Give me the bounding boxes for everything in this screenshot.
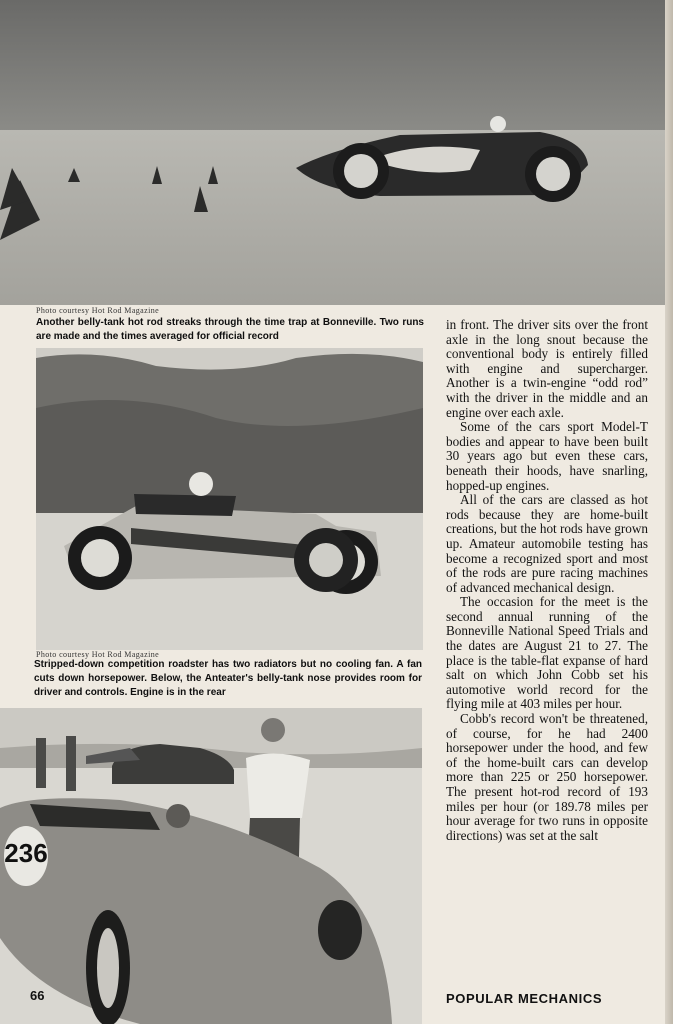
magazine-name: POPULAR MECHANICS xyxy=(446,991,603,1006)
article-column xyxy=(446,318,648,843)
article-paragraph: Some of the cars sport Model-T bodies and appear to have been built 30 years ago but even these cars, beneath their hoods, have snarling, hopped-up engines. xyxy=(446,419,648,493)
photo-anteater xyxy=(0,708,422,1024)
photo-credit: Photo courtesy Hot Rod Magazine xyxy=(36,306,160,315)
photo-belly-tank xyxy=(0,0,673,305)
page-number: 66 xyxy=(30,988,45,1003)
article-paragraph: All of the cars are classed as hot rods because they are home-built creations, but the hot rods have grown up. Amateur automobile testing has become a recognized sport and most of the rods are pure racing machines of advanced mechanical design. xyxy=(446,492,648,595)
photo-caption: Another belly-tank hot rod streaks through the time trap at Bonneville. Two runs are made and the times averaged for official record xyxy=(36,317,424,342)
article-paragraph: Cobb's record won't be threatened, of course, for he had 2400 horsepower under the hood, and few of the home-built cars can develop more than 225 or 250 horsepower. The present hot-rod record of 193 miles per hour (or 189.78 miles per hour average for two runs in opposite directions) was set at the salt xyxy=(446,711,648,843)
race-number: 236 xyxy=(4,838,48,868)
article-paragraph: in front. The driver sits over the front axle in the long snout because the conventional body is entirely filled with engine and supercharger. Another is a twin-engine “odd rod” with the driver in the middle and an engine over each axle. xyxy=(446,317,648,420)
photo-credit: Photo courtesy Hot Rod Magazine xyxy=(36,650,160,659)
photo-roadster xyxy=(36,348,423,650)
photo-caption: Stripped-down competition roadster has two radiators but no cooling fan. A fan cuts down horsepower. Below, the Anteater's belly-tank nose provides room for driver and controls. Engine is in the rear xyxy=(34,659,422,698)
article-paragraph: The occasion for the meet is the second annual running of the Bonneville National Speed Trials and the dates are August 21 to 27. The place is the table-flat expanse of hard salt on which John Cobb set his automotive world record for the flying mile at 403 miles per hour. xyxy=(446,594,648,712)
page-edge xyxy=(665,0,673,1024)
